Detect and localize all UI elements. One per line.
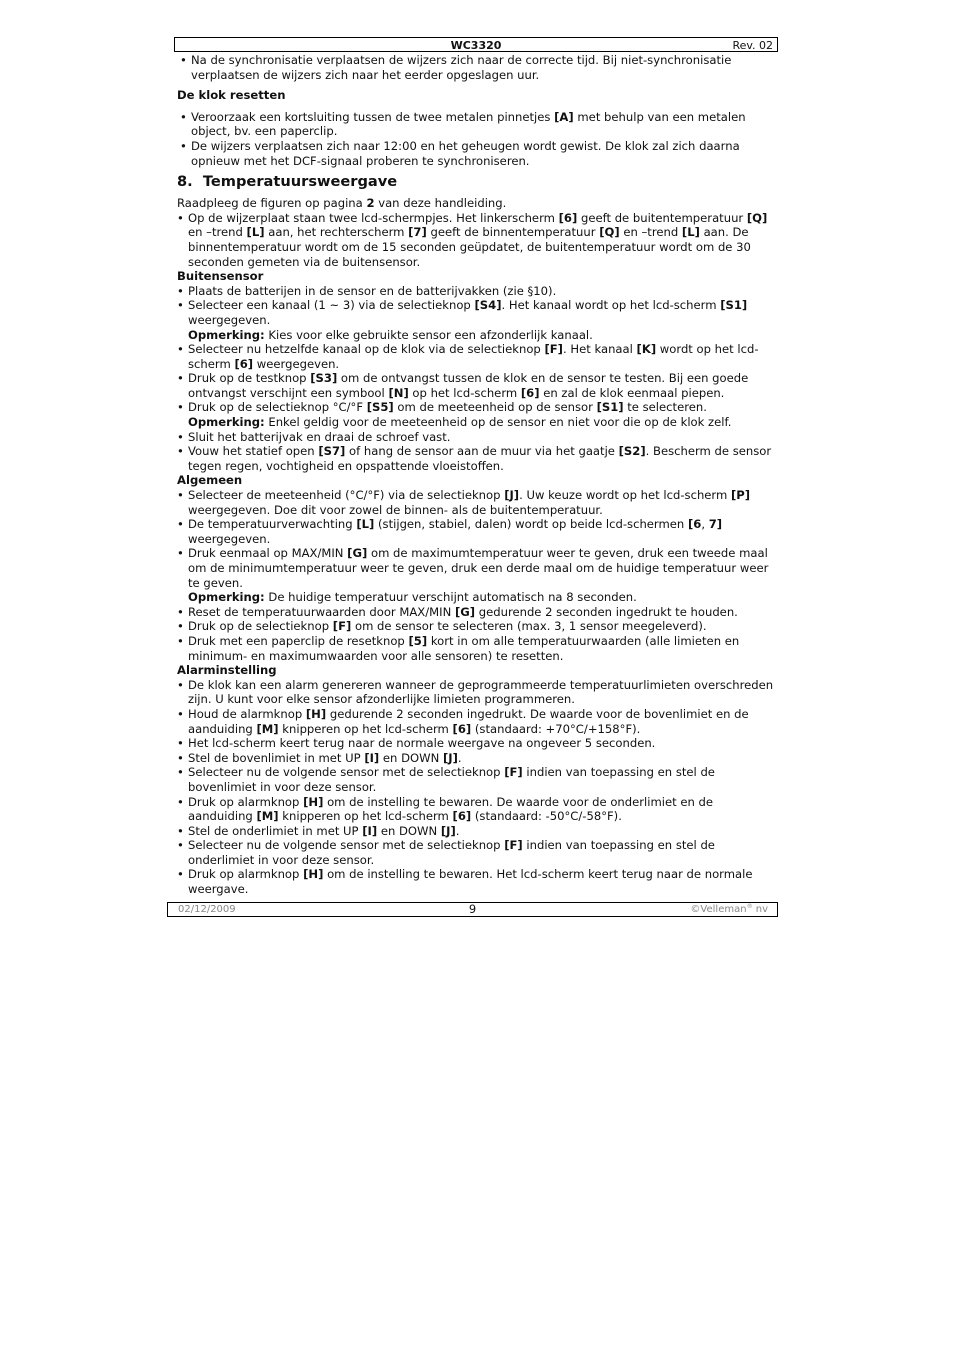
algemeen-bullet-6: • Druk met een paperclip de resetknop [5] kort in om alle temperatuurwaarden (alle limieten en minimum- en maximumwaarden voor alle sensoren) te resetten. [177,634,779,663]
alarm-bullet-7: • Stel de onderlimiet in met UP [I] en DOWN [J]. [177,824,779,839]
algemeen-note: Opmerking: De huidige temperatuur verschijnt automatisch na 8 seconden. [188,590,637,605]
alarm-bullet-5: • Selecteer nu de volgende sensor met de selectieknop [F] indien van toepassing en stel de bovenlimiet in voor deze sensor. [177,765,779,794]
alarm-heading: Alarminstelling [177,663,277,678]
footer-date: 02/12/2009 [178,904,236,915]
buitensensor-note-1: Opmerking: Kies voor elke gebruikte sensor een afzonderlijk kanaal. [188,327,593,342]
figure-reference: Raadpleeg de figuren op pagina 2 van deze handleiding. [177,196,507,211]
algemeen-bullet-2: • De temperatuurverwachting [L] (stijgen, stabiel, dalen) wordt op beide lcd-schermen [6, 7] weergegeven. [177,517,779,546]
alarm-bullet-3: • Het lcd-scherm keert terug naar de normale weergave na ongeveer 5 seconden. [177,736,779,751]
buitensensor-bullet-1: • Plaats de batterijen in de sensor en de batterijvakken (zie §10). [177,284,779,299]
buitensensor-bullet-3: • Selecteer nu hetzelfde kanaal op de klok via de selectieknop [F]. Het kanaal [K] wordt op het lcd-scherm [6] weergegeven. [177,342,779,371]
algemeen-bullet-3: • Druk eenmaal op MAX/MIN [G] om de maximumtemperatuur weer te geven, druk een tweede maal om de minimumtemperatuur weer te geven, druk een derde maal om de huidige temperatuur weer te geven. [177,546,779,590]
alarm-bullet-9: • Druk op alarmknop [H] om de instelling te bewaren. Het lcd-scherm keert terug naar de normale weergave. [177,867,779,896]
intro-bullet: • Na de synchronisatie verplaatsen de wijzers zich naar de correcte tijd. Bij niet-synchronisatie verplaatsen de wijzers zich naar het eerder opgeslagen uur. [177,53,779,82]
buitensensor-bullet-5: • Druk op de selectieknop °C/°F [S5] om de meeteenheid op de sensor [S1] te selecteren. [177,400,779,415]
footer-copyright: ©Velleman® nv [690,903,768,915]
algemeen-bullet-5: • Druk op de selectieknop [F] om de sensor te selecteren (max. 3, 1 sensor meegeleverd). [177,619,779,634]
buitensensor-bullet-7: • Vouw het statief open [S7] of hang de sensor aan de muur via het gaatje [S2]. Bescherm de sensor tegen regen, vochtigheid en opspattende vloeistoffen. [177,444,779,473]
lcd-description-bullet: • Op de wijzerplaat staan twee lcd-schermpjes. Het linkerscherm [6] geeft de buitentemperatuur [Q] en –trend [L] aan, het rechterscherm [7] geeft de binnentemperatuur [Q] en –trend [L] aan. De binnentemperatuur wordt om de 15 seconden geüpdatet, de buitentemperatuur wordt om de 30 seconden gemeten via de buitensensor. [177,211,779,269]
buitensensor-heading: Buitensensor [177,269,264,284]
reset-heading: De klok resetten [177,88,286,103]
revision-label: Rev. 02 [732,39,773,52]
algemeen-heading: Algemeen [177,473,243,488]
buitensensor-bullet-2: • Selecteer een kanaal (1 ~ 3) via de selectieknop [S4]. Het kanaal wordt op het lcd-scherm [S1] weergegeven. [177,298,779,327]
model-number: WC3320 [450,39,502,52]
buitensensor-bullet-4: • Druk op de testknop [S3] om de ontvangst tussen de klok en de sensor te testen. Bij een goede ontvangst verschijnt een symbool [N] op het lcd-scherm [6] en zal de klok eenmaal piepen. [177,371,779,400]
page-content [177,53,779,897]
reset-bullet-2: • De wijzers verplaatsen zich naar 12:00 en het geheugen wordt gewist. De klok zal zich daarna opnieuw met het DCF-signaal proberen te synchroniseren. [177,139,779,168]
alarm-bullet-4: • Stel de bovenlimiet in met UP [I] en DOWN [J]. [177,751,779,766]
alarm-bullet-1: • De klok kan een alarm genereren wanneer de geprogrammeerde temperatuurlimieten overschreden zijn. U kunt voor elke sensor afzonderlijke limieten programmeren. [177,678,779,707]
buitensensor-note-2: Opmerking: Enkel geldig voor de meeteenheid op de sensor en niet voor die op de klok zelf. [188,415,732,430]
page-footer [167,902,778,917]
alarm-bullet-8: • Selecteer nu de volgende sensor met de selectieknop [F] indien van toepassing en stel de onderlimiet in voor deze sensor. [177,838,779,867]
alarm-bullet-6: • Druk op alarmknop [H] om de instelling te bewaren. De waarde voor de onderlimiet en de aanduiding [M] knipperen op het lcd-scherm [6] (standaard: -50°C/-58°F). [177,795,779,824]
page-header [174,37,778,52]
page-number: 9 [468,902,477,916]
algemeen-bullet-1: • Selecteer de meeteenheid (°C/°F) via de selectieknop [J]. Uw keuze wordt op het lcd-scherm [P] weergegeven. Doe dit voor zowel de binnen- als de buitentemperatuur. [177,488,779,517]
algemeen-bullet-4: • Reset de temperatuurwaarden door MAX/MIN [G] gedurende 2 seconden ingedrukt te houden. [177,605,779,620]
buitensensor-bullet-6: • Sluit het batterijvak en draai de schroef vast. [177,430,779,445]
section-8-heading: 8. Temperatuursweergave [177,173,398,191]
alarm-bullet-2: • Houd de alarmknop [H] gedurende 2 seconden ingedrukt. De waarde voor de bovenlimiet en de aanduiding [M] knipperen op het lcd-scherm [6] (standaard: +70°C/+158°F). [177,707,779,736]
reset-bullet-1: • Veroorzaak een kortsluiting tussen de twee metalen pinnetjes [A] met behulp van een metalen object, bv. een paperclip. [177,110,779,139]
